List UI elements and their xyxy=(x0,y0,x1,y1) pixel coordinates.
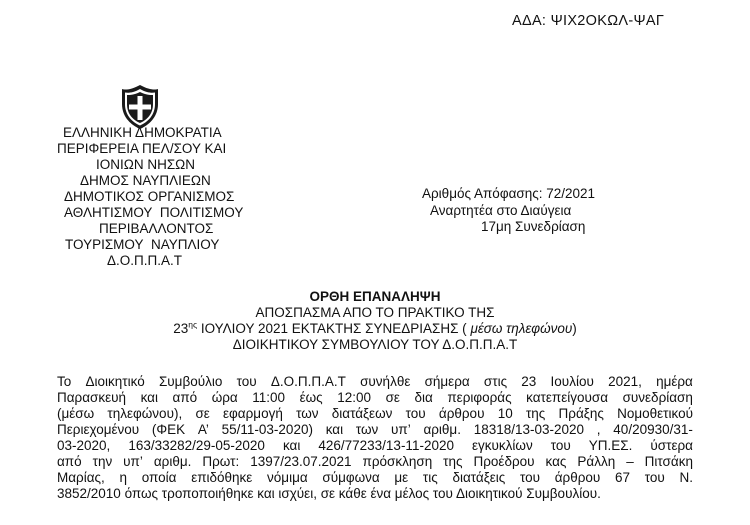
body-word: διατάξεις xyxy=(452,470,506,485)
body-word: του xyxy=(405,406,426,421)
body-word: ύστερα xyxy=(650,438,693,453)
body-word: άρθρου xyxy=(554,470,601,485)
body-word: συνεδρίαση xyxy=(622,390,693,405)
body-word: νόμιμα xyxy=(267,470,308,485)
body-word: ημέρα xyxy=(656,374,693,389)
body-word: Α’ xyxy=(197,422,209,437)
body-word: περιφοράς xyxy=(447,390,512,405)
body-word: 03-2020, xyxy=(57,438,111,453)
body-line xyxy=(57,438,693,454)
body-word: Συμβούλιο xyxy=(158,374,223,389)
session-close-paren: ) xyxy=(572,321,577,336)
body-line xyxy=(57,470,693,486)
body-word: , xyxy=(596,422,601,437)
body-word: Παρασκευή xyxy=(57,390,127,405)
header-line: ΑΘΛΗΤΙΣΜΟΥ ΠΟΛΙΤΙΣΜΟΥ xyxy=(64,205,244,220)
body-word: σύμφωνα xyxy=(322,470,380,485)
session-day: 23 xyxy=(173,321,189,336)
body-word: ώρα xyxy=(211,390,238,405)
body-word: Προέδρου xyxy=(473,454,535,469)
body-word: 10 xyxy=(497,406,513,421)
body-word: από xyxy=(57,454,82,469)
session-mode: μέσω τηλεφώνου xyxy=(470,321,573,336)
header-line: ΙΟΝΙΩΝ ΝΗΣΩΝ xyxy=(96,157,196,172)
body-word: Ιουλίου xyxy=(550,374,594,389)
body-word: 12:00 xyxy=(337,390,372,405)
body-word: Μαρίας, xyxy=(57,470,105,485)
extract-title: ΑΠΟΣΠΑΣΜΑ ΑΠΟ ΤΟ ΠΡΑΚΤΙΚΟ ΤΗΣ xyxy=(255,305,495,320)
body-word: 18318/13-03-2020 xyxy=(473,422,585,437)
session-day-suffix: ης xyxy=(188,319,198,330)
body-word: της xyxy=(525,406,546,421)
body-word: των xyxy=(296,406,319,421)
body-word: ΥΠ.ΕΣ. xyxy=(588,438,633,453)
body-word: διατάξεων xyxy=(331,406,393,421)
body-word: τις xyxy=(422,470,438,485)
body-word: του xyxy=(520,470,541,485)
session-number: 17μη Συνεδρίαση xyxy=(481,219,586,234)
body-word: και xyxy=(325,422,344,437)
body-word: Νομοθετικού xyxy=(617,406,693,421)
body-word: υπ’ xyxy=(391,422,411,437)
body-line xyxy=(57,406,693,422)
body-word: 1397/23.07.2021 xyxy=(250,454,352,469)
body-word: του xyxy=(236,374,257,389)
body-word: 163/33282/29-05-2020 xyxy=(128,438,265,453)
body-word: Δ.Ο.Π.Π.Α.Τ xyxy=(270,374,346,389)
body-word: συνήλθε xyxy=(360,374,411,389)
ada-document-id: ΑΔΑ: ΨΙΧ2ΟΚΩΛ-ΨΑΓ xyxy=(512,13,665,29)
body-line: 3852/2010 όπως τροποποιήθηκε και ισχύει, σε κάθε ένα μέλος του Διοικητικού Συμβουλίου. xyxy=(57,486,601,501)
body-word: δια xyxy=(414,390,433,405)
body-paragraph xyxy=(57,374,693,502)
body-line xyxy=(57,374,693,390)
decision-number: Αριθμός Απόφασης: 72/2021 xyxy=(422,186,596,201)
body-word: Το xyxy=(57,374,72,389)
body-word: της xyxy=(443,454,463,469)
body-word: Ράλλη xyxy=(577,454,616,469)
posting-note: Αναρτητέα στο Διαύγεια xyxy=(430,203,572,218)
body-word: σε xyxy=(385,390,400,405)
header-line: ΠΕΡΙΒΑΛΛΟΝΤΟΣ xyxy=(99,221,214,236)
header-line: ΤΟΥΡΙΣΜΟΥ ΝΑΥΠΛΙΟΥ xyxy=(65,237,220,252)
body-word: Πράξης xyxy=(558,406,604,421)
board-title: ΔΙΟΙΚΗΤΙΚΟΥ ΣΥΜΒΟΥΛΙΟΥ ΤΟΥ Δ.Ο.Π.Π.Α.Τ xyxy=(232,337,518,352)
body-word: αριθμ. xyxy=(423,422,461,437)
body-word: και xyxy=(140,390,158,405)
body-word: σήμερα xyxy=(424,374,470,389)
body-word: – xyxy=(626,454,634,469)
body-word: έως xyxy=(299,390,323,405)
body-word: κατεπείγουσα xyxy=(526,390,609,405)
body-word: άρθρου xyxy=(438,406,485,421)
body-word: του xyxy=(550,438,571,453)
body-word: τηλεφώνου), xyxy=(107,406,183,421)
body-word: Πρωτ: xyxy=(202,454,240,469)
body-line xyxy=(57,454,693,470)
body-word: Διοικητικό xyxy=(85,374,145,389)
session-date-text: ΙΟΥΛΙΟΥ 2021 ΕΚΤΑΚΤΗΣ ΣΥΝΕΔΡΙΑΣΗΣ ( xyxy=(197,321,471,336)
body-line xyxy=(57,422,693,438)
body-word: και xyxy=(282,438,301,453)
body-word: αριθμ. xyxy=(153,454,192,469)
body-word: με xyxy=(394,470,409,485)
body-word: 426/77233/13-11-2020 xyxy=(318,438,454,453)
body-word: την xyxy=(92,454,113,469)
greek-state-emblem-icon xyxy=(119,84,161,130)
body-word: εγκυκλίων xyxy=(472,438,533,453)
body-word: 40/20930/31- xyxy=(613,422,693,437)
body-word: 23 xyxy=(521,374,537,389)
body-line xyxy=(57,390,693,406)
session-date-line xyxy=(0,321,750,337)
correction-title: ΟΡΘΗ ΕΠΑΝΑΛΗΨΗ xyxy=(309,289,441,304)
body-word: από xyxy=(172,390,198,405)
body-word: κας xyxy=(545,454,567,469)
body-word: επιδόθηκε xyxy=(191,470,253,485)
body-word: (ΦΕΚ xyxy=(151,422,186,437)
header-line: ΔΗΜΟΣ ΝΑΥΠΛΙΕΩΝ xyxy=(80,173,211,188)
body-word: (μέσω xyxy=(57,406,95,421)
body-word: πρόσκληση xyxy=(362,454,433,469)
body-word: 11:00 xyxy=(252,390,286,405)
body-word: η xyxy=(119,470,128,485)
body-word: των xyxy=(355,422,379,437)
header-line: ΔΗΜΟΤΙΚΟΣ ΟΡΓΑΝΙΣΜΟΣ xyxy=(64,189,235,204)
body-word: εφαρμογή xyxy=(223,406,283,421)
body-word: 2021, xyxy=(608,374,642,389)
body-word: σε xyxy=(195,406,210,421)
body-word: υπ’ xyxy=(123,454,143,469)
body-word: Πιτσάκη xyxy=(644,454,693,469)
header-line: ΠΕΡΙΦΕΡΕΙΑ ΠΕΛ/ΣΟΥ ΚΑΙ xyxy=(57,141,227,156)
body-word: 55/11-03-2020) xyxy=(221,422,313,437)
body-word: 67 xyxy=(615,470,631,485)
body-word: οποία xyxy=(141,470,177,485)
body-word: Περιεχομένου xyxy=(57,422,140,437)
body-word: Ν. xyxy=(679,470,693,485)
body-word: του xyxy=(644,470,665,485)
header-line: Δ.Ο.Π.Π.Α.Τ xyxy=(107,253,183,268)
header-line: ΕΛΛΗΝΙΚΗ ΔΗΜΟΚΡΑΤΙΑ xyxy=(63,125,222,140)
body-word: στις xyxy=(483,374,508,389)
